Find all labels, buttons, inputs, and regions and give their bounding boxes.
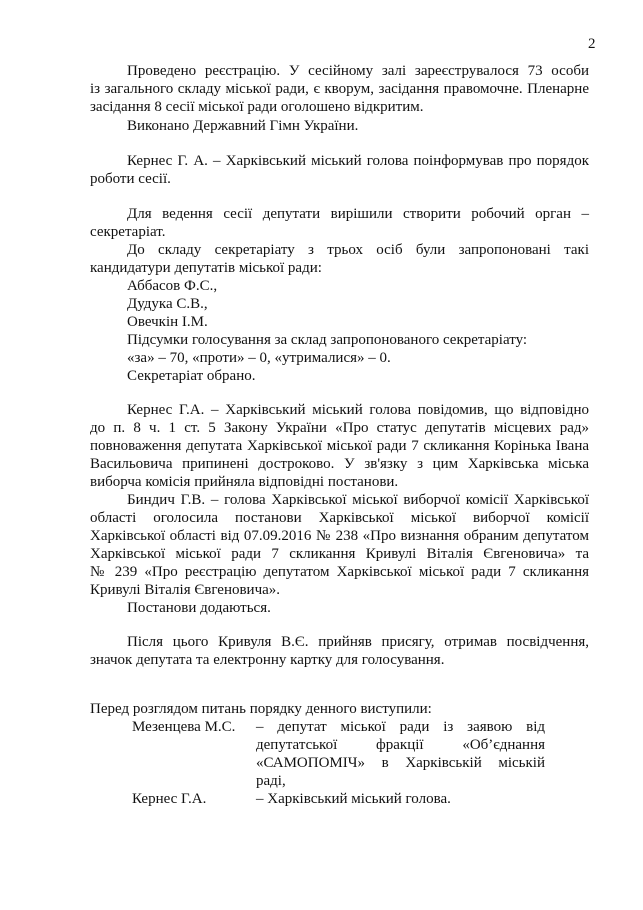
text-line: До складу секретаріату з трьох осіб були запропоновані такі [127,242,589,258]
speaker-description: – Харківський міський голова. [256,791,451,807]
speaker-description: депутатської фракції «Об’єднання [256,737,545,753]
text-line: Секретаріат обрано. [127,368,256,384]
text-line: кандидатури депутатів міської ради: [90,260,322,276]
vote-label: Підсумки голосування за склад запропонованого секретаріату: [127,332,528,348]
secretariat-member: Овечкін І.М. [127,314,208,330]
text-line: Виконано Державний Гімн України. [127,118,359,134]
text-line: значок депутата та електронну картку для голосування. [90,652,445,668]
page-number: 2 [588,36,596,52]
text-line: засідання 8 сесії міської ради оголошено відкритим. [90,99,424,115]
speaker-description: – депутат міської ради із заявою від [256,719,545,735]
text-line: Биндич Г.В. – голова Харківської міської виборчої комісії Харківської [127,492,589,508]
text-line: області оголосила постанови Харківської міської виборчої комісії [90,510,589,526]
text-line: Постанови додаються. [127,600,271,616]
text-line: із загального складу міської ради, є кворум, засідання правомочне. Пленарне [90,81,589,97]
secretariat-member: Аббасов Ф.С., [127,278,218,294]
text-line: роботи сесії. [90,171,171,187]
text-line: Кернес Г.А. – Харківський міський голова повідомив, що відповідно [127,402,589,418]
text-line: Для ведення сесії депутати вирішили створити робочий орган – [127,206,589,222]
text-line: Кривулі Віталія Євгеновича». [90,582,281,598]
text-line: секретаріат. [90,224,166,240]
text-line: виборча комісія прийняла відповідні постанови. [90,474,399,490]
speaker-description: «САМОПОМІЧ» в Харківській міській [256,755,545,771]
text-line: Кернес Г. А. – Харківський міський голова поінформував про порядок [127,153,589,169]
text-line: Харківської області від 07.09.2016 № 238 «Про визнання обраним депутатом [90,528,589,544]
text-line: № 239 «Про реєстрацію депутатом Харківської міської ради 7 скликання [90,564,589,580]
speakers-intro: Перед розглядом питань порядку денного виступили: [90,701,432,717]
text-line: Васильовича припинені достроково. У зв'язку з цим Харківська міська [90,456,589,472]
text-line: повноваження депутата Харківської міської ради 7 скликання Корінька Івана [90,438,589,454]
text-line: до п. 8 ч. 1 ст. 5 Закону України «Про статус депутатів місцевих рад» [90,420,589,436]
text-line: Після цього Кривуля В.Є. прийняв присягу, отримав посвідчення, [127,634,589,650]
secretariat-member: Дудука С.В., [127,296,208,312]
speaker-name: Мезенцева М.С. [132,719,236,735]
text-line: Проведено реєстрацію. У сесійному залі зареєструвалося 73 особи [127,63,589,79]
speaker-description: раді, [256,773,286,789]
text-line: Харківської міської ради 7 скликання Кривулі Віталія Євгеновича» та [90,546,589,562]
speaker-name: Кернес Г.А. [132,791,207,807]
vote-result: «за» – 70, «проти» – 0, «утрималися» – 0. [127,350,391,366]
